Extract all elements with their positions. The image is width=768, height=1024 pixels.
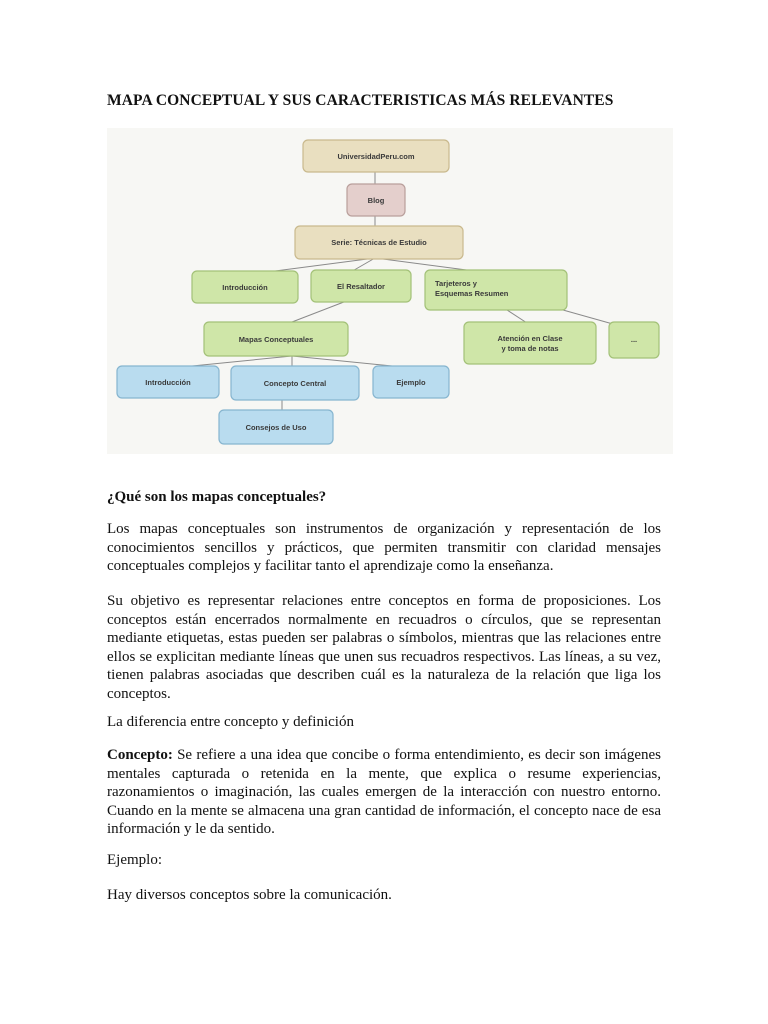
ejemplo-label: Ejemplo: [107, 852, 162, 868]
node-ejemplo [373, 366, 449, 398]
node-consejos-de-uso [219, 410, 333, 444]
node-concepto-central-label: Concepto Central [263, 379, 327, 388]
node-dots [609, 322, 659, 358]
node-tarjeteros-label-2: Esquemas Resumen [435, 289, 509, 298]
node-blog-label: Blog [367, 196, 385, 205]
node-concepto-central [231, 366, 359, 400]
node-atencion-label-1: Atención en Clase [497, 334, 563, 343]
node-introduccion-2-label: Introducción [145, 378, 191, 387]
node-introduccion [192, 271, 298, 303]
node-introduccion-label: Introducción [222, 283, 268, 292]
last-line: Hay diversos conceptos sobre la comunicación. [107, 887, 392, 903]
concepto-label: Concepto: [107, 747, 173, 763]
node-resaltador-label: El Resaltador [337, 282, 385, 291]
concepto-text: Se refiere a una idea que concibe o forma entendimiento, es decir son imágenes mentales capturada o retenida en la mente, que explica o resume experiencias, razonamientos o imaginación, las cuales emergen de la interacción con nuestro entorno. Cuando en la mente se almacena una gran cantidad de información, el concepto nace de esa información y le da sentido. [107, 747, 661, 837]
node-ejemplo-label: Ejemplo [396, 378, 426, 387]
node-atencion [464, 322, 596, 364]
node-mapas-label: Mapas Conceptuales [238, 335, 314, 344]
node-dots-label: ... [630, 335, 638, 344]
document-title: MAPA CONCEPTUAL Y SUS CARACTERISTICAS MÁS RELEVANTES [107, 92, 614, 109]
paragraph-2: Su objetivo es representar relaciones entre conceptos en forma de proposiciones. Los conceptos están encerrados normalmente en recuadros o círculos, que se representan mediante etiquetas, estas pueden ser palabras o símbolos, mientras que las relaciones entre ellos se explicitan mediante líneas que unen sus recuadros respectivos. Las líneas, a su vez, tienen palabras asociadas que describen cuál es la naturaleza de la relación que liga los conceptos. [107, 593, 661, 702]
concept-map-diagram [107, 128, 673, 454]
question-heading: ¿Qué son los mapas conceptuales? [107, 489, 327, 505]
subheading-diferencia: La diferencia entre concepto y definición [107, 714, 354, 730]
concept-map-figure [107, 128, 673, 454]
paragraph-concepto [107, 746, 661, 839]
node-tarjeteros-label-1: Tarjeteros y [435, 279, 477, 288]
node-blog [347, 184, 405, 216]
node-root-label: UniversidadPeru.com [337, 152, 415, 161]
node-serie-label: Serie: Técnicas de Estudio [331, 238, 427, 247]
node-root [303, 140, 449, 172]
paragraph-1: Los mapas conceptuales son instrumentos de organización y representación de los conocimientos sencillos y prácticos, que permiten transmitir con claridad mensajes conceptuales complejos y facilitar tanto el aprendizaje como la enseñanza. [107, 521, 661, 574]
node-atencion-label-2: y toma de notas [501, 344, 559, 353]
node-mapas-conceptuales [204, 322, 348, 356]
node-tarjeteros [425, 270, 567, 310]
node-serie [295, 226, 463, 259]
node-consejos-label: Consejos de Uso [245, 423, 307, 432]
node-resaltador [311, 270, 411, 302]
node-introduccion-2 [117, 366, 219, 398]
